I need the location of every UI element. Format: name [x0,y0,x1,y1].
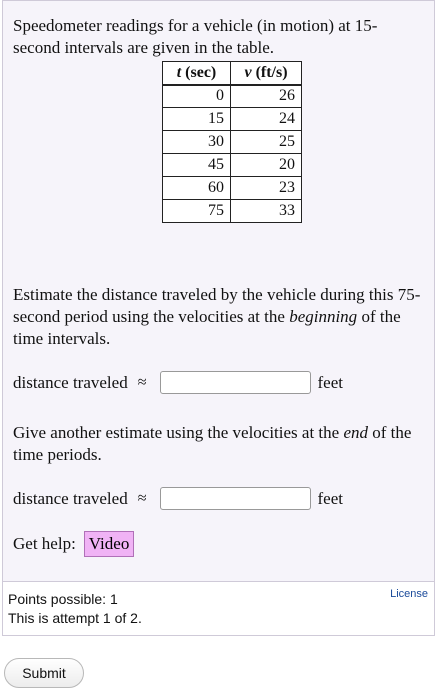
help-row [13,531,134,557]
header-velocity: v (ft/s) [231,62,302,85]
help-label: Get help: [13,534,76,553]
license-link[interactable]: License [390,588,428,600]
answer1-row [13,371,343,394]
table-row [163,108,302,131]
velocity-cell: 26 [231,85,302,108]
question-panel [2,0,435,582]
velocity-cell: 33 [231,200,302,223]
points-possible: Points possible: 1 [8,591,118,607]
header-time: t (sec) [163,62,231,85]
part2-prompt: Give another estimate using the velocities at the end of the time periods. [13,423,412,464]
speedometer-table [162,61,302,223]
unit-label: feet [317,372,343,392]
answer-label: distance traveled [13,488,128,508]
table-row [163,200,302,223]
time-cell: 60 [163,177,231,200]
video-help-button[interactable]: Video [84,531,135,557]
answer-label: distance traveled [13,372,128,392]
time-cell: 30 [163,131,231,154]
part1-prompt: Estimate the distance traveled by the vehicle during this 75-second period using the velocities at the beginning of the time intervals. [13,285,421,348]
velocity-cell: 20 [231,154,302,177]
table-row [163,85,302,108]
time-cell: 45 [163,154,231,177]
submit-button[interactable]: Submit [4,658,84,688]
velocity-cell: 25 [231,131,302,154]
points-info [8,590,142,628]
approx-symbol: ≈ [137,489,147,507]
time-cell: 0 [163,85,231,108]
attempt-count: This is attempt 1 of 2. [8,610,142,626]
approx-symbol: ≈ [137,373,147,391]
velocity-cell: 24 [231,108,302,131]
table-header-row [163,62,302,85]
answer2-row [13,487,343,510]
unit-label: feet [317,488,343,508]
points-panel [2,582,435,636]
table-row [163,131,302,154]
time-cell: 75 [163,200,231,223]
velocity-cell: 23 [231,177,302,200]
question-intro: Speedometer readings for a vehicle (in motion) at 15-second intervals are given in the table. [13,16,378,57]
table-row [163,177,302,200]
table-row [163,154,302,177]
time-cell: 15 [163,108,231,131]
distance-input-end[interactable] [160,487,311,510]
distance-input-beginning[interactable] [160,371,311,394]
